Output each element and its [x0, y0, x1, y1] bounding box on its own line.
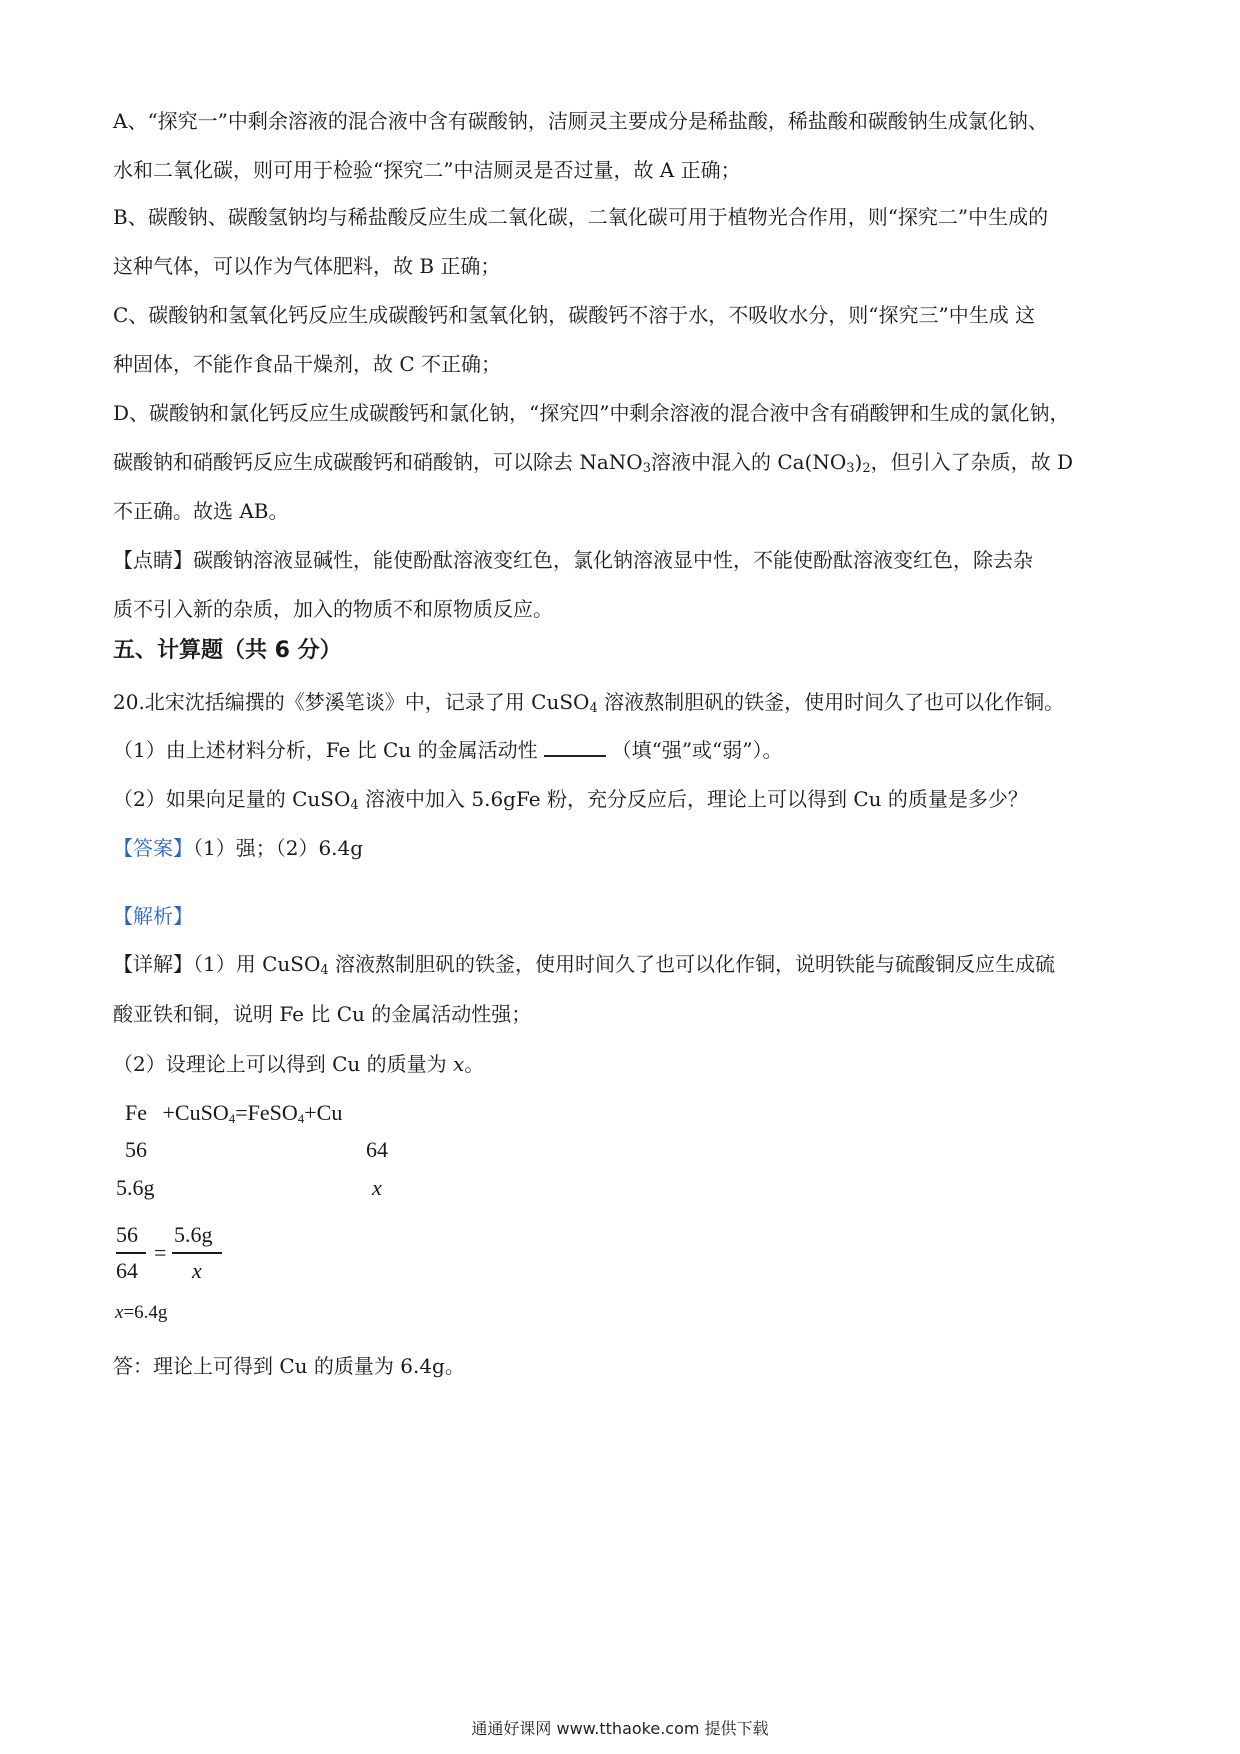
q20-stem-b: 溶液熬制胆矾的铁釜，使用时间久了也可以化作铜。 [597, 690, 1065, 714]
eq-fe: Fe [125, 1100, 147, 1125]
q20-p1-a: （1）由上述材料分析，Fe 比 Cu 的金属活动性 [113, 738, 538, 762]
dianjing-note [113, 535, 1133, 633]
detail-l1-a: 【详解】（1）用 CuSO [113, 952, 321, 976]
option-a-line-1: A、“探究一”中剩余溶液的混合液中含有碳酸钠，洁厕灵主要成分是稀盐酸，稀盐酸和碳酸钠生成氯化钠、 [113, 109, 1048, 133]
option-c-line-2: 种固体，不能作食品干燥剂，故 C 不正确； [113, 352, 502, 376]
result-value: =6.4g [123, 1302, 168, 1323]
given-mass-fe: 5.6g [116, 1175, 155, 1200]
analysis-label: 【解析】 [113, 904, 193, 928]
option-c-line-1: C、碳酸钠和氢氧化钙反应生成碳酸钙和氢氧化钠，碳酸钙不溶于水，不吸收水分，则“探究三”中生成 这 [113, 303, 1036, 327]
detail-line-1 [113, 948, 1055, 978]
option-a [113, 96, 1133, 194]
question-20-part-2 [113, 783, 1028, 813]
q20-p2-sub: 4 [350, 798, 359, 813]
eq-cu: +Cu [304, 1100, 343, 1125]
frac-bar-2 [172, 1252, 222, 1254]
option-d-text-c: ) [854, 450, 863, 474]
q20-p2-a: （2）如果向足量的 CuSO [113, 787, 351, 811]
option-c [113, 290, 1133, 388]
option-d-sub-1: 3 [642, 461, 651, 476]
frac-equals: = [154, 1240, 167, 1265]
section-title: 五、计算题（共 6 分） [113, 638, 342, 663]
q20-p2-b: 溶液中加入 5.6gFe 粉，充分反应后，理论上可以得到 Cu 的质量是多少？ [358, 787, 1028, 811]
dianjing-line-1: 【点睛】碳酸钠溶液显碱性，能使酚酞溶液变红色，氯化钠溶液显中性，不能使酚酞溶液变红色，除去杂 [113, 548, 1033, 572]
answer-line [113, 832, 363, 861]
detail-line-3 [113, 1048, 484, 1077]
frac-bar-1 [116, 1252, 146, 1254]
option-d-sub-3: 2 [862, 461, 871, 476]
frac-den-2: x [192, 1258, 202, 1283]
dianjing-line-2: 质不引入新的杂质，加入的物质不和原物质反应。 [113, 597, 553, 621]
option-d-line-1: D、碳酸钠和氯化钙反应生成碳酸钙和氯化钠，“探究四”中剩余溶液的混合液中含有硝酸钾和生成的氯化钠， [113, 401, 1070, 425]
answer-text: （1）强；（2）6.4g [193, 836, 364, 860]
option-d-line-2 [113, 437, 1133, 486]
eq-sub-1: 4 [228, 1111, 236, 1126]
frac-den-1: 64 [116, 1258, 138, 1283]
detail-l3-var: x [452, 1052, 465, 1076]
option-b [113, 192, 1133, 290]
eq-feso4: =FeSO [235, 1100, 298, 1125]
detail-line-2: 酸亚铁和铜，说明 Fe 比 Cu 的金属活动性强； [113, 1002, 532, 1026]
option-b-line-1: B、碳酸钠、碳酸氢钠均与稀盐酸反应生成二氧化碳，二氧化碳可用于植物光合作用，则“探究二”中生成的 [113, 205, 1049, 229]
answer-blank [544, 737, 606, 757]
detail-l1-sub: 4 [320, 963, 329, 978]
q20-stem-a: 20.北宋沈括编撰的《梦溪笔谈》中，记录了用 CuSO [113, 690, 590, 714]
detail-l3-b: 。 [464, 1052, 485, 1076]
detail-l3-a: （2）设理论上可以得到 Cu 的质量为 [113, 1052, 453, 1076]
frac-num-1: 56 [116, 1222, 138, 1247]
molar-mass-cu: 64 [366, 1137, 388, 1162]
footer-source: 通通好课网 www.tthaoke.com 提供下载 [471, 1719, 769, 1738]
option-a-line-2: 水和二氧化碳，则可用于检验“探究二”中洁厕灵是否过量，故 A 正确； [113, 158, 741, 182]
answer-label: 【答案】 [113, 836, 193, 860]
eq-cuso4: +CuSO [162, 1100, 229, 1125]
result-line [115, 1302, 167, 1324]
q20-p1-b: （填“强”或“弱”）。 [611, 738, 783, 762]
frac-num-2: 5.6g [174, 1222, 213, 1247]
option-d [113, 388, 1133, 535]
question-20-part-1 [113, 734, 783, 763]
result-var: x [115, 1302, 124, 1323]
option-d-text-a: 碳酸钠和硝酸钙反应生成碳酸钙和硝酸钠，可以除去 NaNO [113, 450, 643, 474]
q20-stem-sub: 4 [589, 701, 598, 716]
option-b-line-2: 这种气体，可以作为气体肥料，故 B 正确； [113, 254, 501, 278]
question-20-stem [113, 686, 1064, 716]
conclusion: 答：理论上可得到 Cu 的质量为 6.4g。 [113, 1354, 465, 1378]
option-d-text-d: ，但引入了杂质，故 D [870, 450, 1074, 474]
option-d-text-b: 溶液中混入的 Ca(NO [650, 450, 847, 474]
eq-sub-2: 4 [297, 1111, 305, 1126]
proportion-fraction [116, 1222, 226, 1296]
option-d-line-3: 不正确。故选 AB。 [113, 499, 289, 523]
detail-l1-b: 溶液熬制胆矾的铁釜，使用时间久了也可以化作铜，说明铁能与硫酸铜反应生成硫 [328, 952, 1056, 976]
molar-mass-fe: 56 [125, 1137, 147, 1162]
option-d-sub-2: 3 [846, 461, 855, 476]
unknown-mass-cu: x [372, 1175, 382, 1200]
chemical-equation [125, 1100, 342, 1127]
